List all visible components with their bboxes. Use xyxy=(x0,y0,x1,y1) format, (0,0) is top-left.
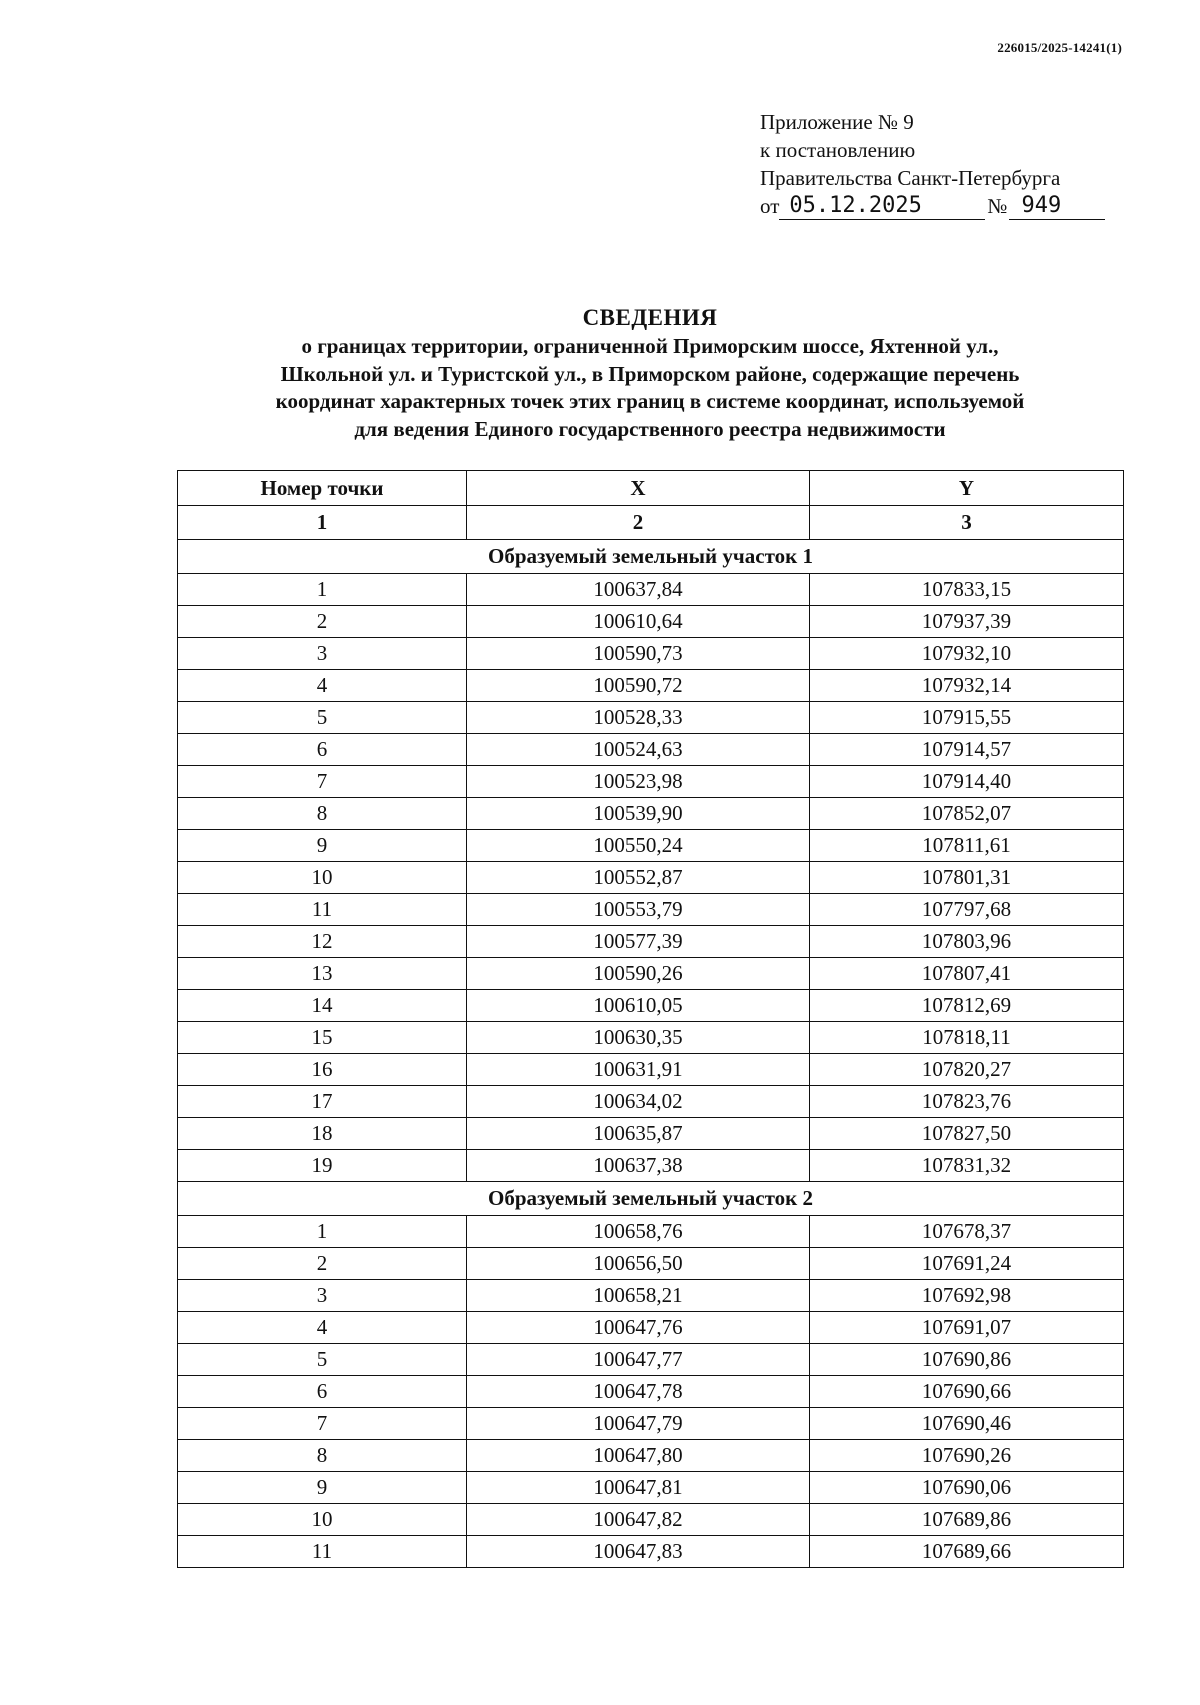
table-row xyxy=(178,990,1124,1022)
section-row xyxy=(178,540,1124,574)
y-coordinate-cell: 107914,40 xyxy=(810,766,1124,798)
x-coordinate-cell: 100528,33 xyxy=(467,702,810,734)
table-row xyxy=(178,1118,1124,1150)
x-coordinate-cell: 100647,78 xyxy=(467,1376,810,1408)
x-coordinate-cell: 100552,87 xyxy=(467,862,810,894)
section-row xyxy=(178,1182,1124,1216)
y-coordinate-cell: 107820,27 xyxy=(810,1054,1124,1086)
heading-line-4: для ведения Единого государственного реестра недвижимости xyxy=(354,416,946,441)
x-coordinate-cell: 100631,91 xyxy=(467,1054,810,1086)
x-coordinate-cell: 100647,77 xyxy=(467,1344,810,1376)
y-coordinate-cell: 107797,68 xyxy=(810,894,1124,926)
x-coordinate-cell: 100553,79 xyxy=(467,894,810,926)
table-row xyxy=(178,894,1124,926)
section-title: Образуемый земельный участок 2 xyxy=(178,1182,1124,1216)
y-coordinate-cell: 107691,07 xyxy=(810,1312,1124,1344)
point-number-cell: 4 xyxy=(178,1312,467,1344)
point-number-cell: 6 xyxy=(178,734,467,766)
table-row xyxy=(178,1312,1124,1344)
table-row xyxy=(178,702,1124,734)
table-row xyxy=(178,1054,1124,1086)
point-number-cell: 14 xyxy=(178,990,467,1022)
table-row xyxy=(178,798,1124,830)
x-coordinate-cell: 100524,63 xyxy=(467,734,810,766)
point-number-cell: 10 xyxy=(178,1504,467,1536)
document-heading xyxy=(0,303,1200,443)
table-row xyxy=(178,1216,1124,1248)
y-coordinate-cell: 107690,46 xyxy=(810,1408,1124,1440)
point-number-cell: 7 xyxy=(178,1408,467,1440)
point-number-cell: 13 xyxy=(178,958,467,990)
header-point-number: Номер точки xyxy=(178,471,467,506)
date-prefix: от xyxy=(760,194,780,218)
table-row xyxy=(178,606,1124,638)
y-coordinate-cell: 107689,66 xyxy=(810,1536,1124,1568)
y-coordinate-cell: 107690,06 xyxy=(810,1472,1124,1504)
header-x: X xyxy=(467,471,810,506)
point-number-cell: 5 xyxy=(178,1344,467,1376)
table-row xyxy=(178,1440,1124,1472)
point-number-cell: 11 xyxy=(178,1536,467,1568)
x-coordinate-cell: 100647,82 xyxy=(467,1504,810,1536)
y-coordinate-cell: 107689,86 xyxy=(810,1504,1124,1536)
point-number-cell: 9 xyxy=(178,1472,467,1504)
table-row xyxy=(178,574,1124,606)
y-coordinate-cell: 107807,41 xyxy=(810,958,1124,990)
resolution-number: 949 xyxy=(1009,194,1105,220)
table-row xyxy=(178,1472,1124,1504)
point-number-cell: 4 xyxy=(178,670,467,702)
appendix-line-3: Правительства Санкт-Петербурга xyxy=(760,166,1061,190)
point-number-cell: 2 xyxy=(178,1248,467,1280)
table-row xyxy=(178,1086,1124,1118)
x-coordinate-cell: 100590,26 xyxy=(467,958,810,990)
table-row xyxy=(178,638,1124,670)
point-number-cell: 18 xyxy=(178,1118,467,1150)
table-row xyxy=(178,766,1124,798)
point-number-cell: 8 xyxy=(178,798,467,830)
table-row xyxy=(178,1536,1124,1568)
table-row xyxy=(178,1022,1124,1054)
column-number: 1 xyxy=(178,506,467,540)
x-coordinate-cell: 100590,73 xyxy=(467,638,810,670)
heading-line-3: координат характерных точек этих границ в системе координат, используемой xyxy=(275,389,1025,413)
x-coordinate-cell: 100523,98 xyxy=(467,766,810,798)
x-coordinate-cell: 100539,90 xyxy=(467,798,810,830)
point-number-cell: 3 xyxy=(178,1280,467,1312)
y-coordinate-cell: 107691,24 xyxy=(810,1248,1124,1280)
x-coordinate-cell: 100637,38 xyxy=(467,1150,810,1182)
x-coordinate-cell: 100647,80 xyxy=(467,1440,810,1472)
x-coordinate-cell: 100635,87 xyxy=(467,1118,810,1150)
table-row xyxy=(178,926,1124,958)
y-coordinate-cell: 107692,98 xyxy=(810,1280,1124,1312)
y-coordinate-cell: 107915,55 xyxy=(810,702,1124,734)
column-number: 3 xyxy=(810,506,1124,540)
x-coordinate-cell: 100658,21 xyxy=(467,1280,810,1312)
point-number-cell: 10 xyxy=(178,862,467,894)
table-body xyxy=(178,506,1124,1568)
table-row xyxy=(178,1248,1124,1280)
x-coordinate-cell: 100637,84 xyxy=(467,574,810,606)
point-number-cell: 1 xyxy=(178,1216,467,1248)
y-coordinate-cell: 107812,69 xyxy=(810,990,1124,1022)
x-coordinate-cell: 100647,76 xyxy=(467,1312,810,1344)
y-coordinate-cell: 107801,31 xyxy=(810,862,1124,894)
y-coordinate-cell: 107831,32 xyxy=(810,1150,1124,1182)
x-coordinate-cell: 100630,35 xyxy=(467,1022,810,1054)
y-coordinate-cell: 107690,26 xyxy=(810,1440,1124,1472)
x-coordinate-cell: 100647,81 xyxy=(467,1472,810,1504)
x-coordinate-cell: 100647,79 xyxy=(467,1408,810,1440)
point-number-cell: 6 xyxy=(178,1376,467,1408)
y-coordinate-cell: 107690,66 xyxy=(810,1376,1124,1408)
y-coordinate-cell: 107690,86 xyxy=(810,1344,1124,1376)
document-title: СВЕДЕНИЯ xyxy=(582,305,718,330)
table-row xyxy=(178,670,1124,702)
point-number-cell: 16 xyxy=(178,1054,467,1086)
point-number-cell: 2 xyxy=(178,606,467,638)
resolution-date-number xyxy=(760,192,1105,220)
header-y: Y xyxy=(810,471,1124,506)
x-coordinate-cell: 100590,72 xyxy=(467,670,810,702)
number-prefix: № xyxy=(987,194,1008,218)
point-number-cell: 12 xyxy=(178,926,467,958)
y-coordinate-cell: 107914,57 xyxy=(810,734,1124,766)
point-number-cell: 1 xyxy=(178,574,467,606)
y-coordinate-cell: 107678,37 xyxy=(810,1216,1124,1248)
y-coordinate-cell: 107811,61 xyxy=(810,830,1124,862)
document-code: 226015/2025-14241(1) xyxy=(997,40,1122,55)
y-coordinate-cell: 107852,07 xyxy=(810,798,1124,830)
y-coordinate-cell: 107833,15 xyxy=(810,574,1124,606)
y-coordinate-cell: 107827,50 xyxy=(810,1118,1124,1150)
table-row xyxy=(178,734,1124,766)
point-number-cell: 15 xyxy=(178,1022,467,1054)
table-row xyxy=(178,830,1124,862)
x-coordinate-cell: 100647,83 xyxy=(467,1536,810,1568)
point-number-cell: 11 xyxy=(178,894,467,926)
column-numbers-row xyxy=(178,506,1124,540)
table-row xyxy=(178,1150,1124,1182)
y-coordinate-cell: 107932,10 xyxy=(810,638,1124,670)
x-coordinate-cell: 100658,76 xyxy=(467,1216,810,1248)
section-title: Образуемый земельный участок 1 xyxy=(178,540,1124,574)
heading-line-2: Школьной ул. и Туристской ул., в Приморском районе, содержащие перечень xyxy=(280,361,1020,386)
point-number-cell: 17 xyxy=(178,1086,467,1118)
heading-line-1: о границах территории, ограниченной Приморским шоссе, Яхтенной ул., xyxy=(301,334,999,358)
x-coordinate-cell: 100610,64 xyxy=(467,606,810,638)
column-number: 2 xyxy=(467,506,810,540)
x-coordinate-cell: 100577,39 xyxy=(467,926,810,958)
table-row xyxy=(178,1408,1124,1440)
appendix-line-2: к постановлению xyxy=(760,138,916,162)
point-number-cell: 3 xyxy=(178,638,467,670)
point-number-cell: 7 xyxy=(178,766,467,798)
table-row xyxy=(178,1376,1124,1408)
y-coordinate-cell: 107803,96 xyxy=(810,926,1124,958)
point-number-cell: 8 xyxy=(178,1440,467,1472)
table-row xyxy=(178,1344,1124,1376)
x-coordinate-cell: 100550,24 xyxy=(467,830,810,862)
resolution-date: 05.12.2025 xyxy=(779,194,985,220)
x-coordinate-cell: 100656,50 xyxy=(467,1248,810,1280)
table-row xyxy=(178,1280,1124,1312)
point-number-cell: 9 xyxy=(178,830,467,862)
y-coordinate-cell: 107818,11 xyxy=(810,1022,1124,1054)
table-row xyxy=(178,958,1124,990)
coordinates-table xyxy=(177,470,1124,1568)
table-header-row xyxy=(178,471,1124,506)
y-coordinate-cell: 107823,76 xyxy=(810,1086,1124,1118)
point-number-cell: 19 xyxy=(178,1150,467,1182)
point-number-cell: 5 xyxy=(178,702,467,734)
y-coordinate-cell: 107937,39 xyxy=(810,606,1124,638)
table-row xyxy=(178,862,1124,894)
x-coordinate-cell: 100610,05 xyxy=(467,990,810,1022)
appendix-block xyxy=(760,108,1105,220)
table-row xyxy=(178,1504,1124,1536)
appendix-line-1: Приложение № 9 xyxy=(760,110,914,134)
x-coordinate-cell: 100634,02 xyxy=(467,1086,810,1118)
y-coordinate-cell: 107932,14 xyxy=(810,670,1124,702)
